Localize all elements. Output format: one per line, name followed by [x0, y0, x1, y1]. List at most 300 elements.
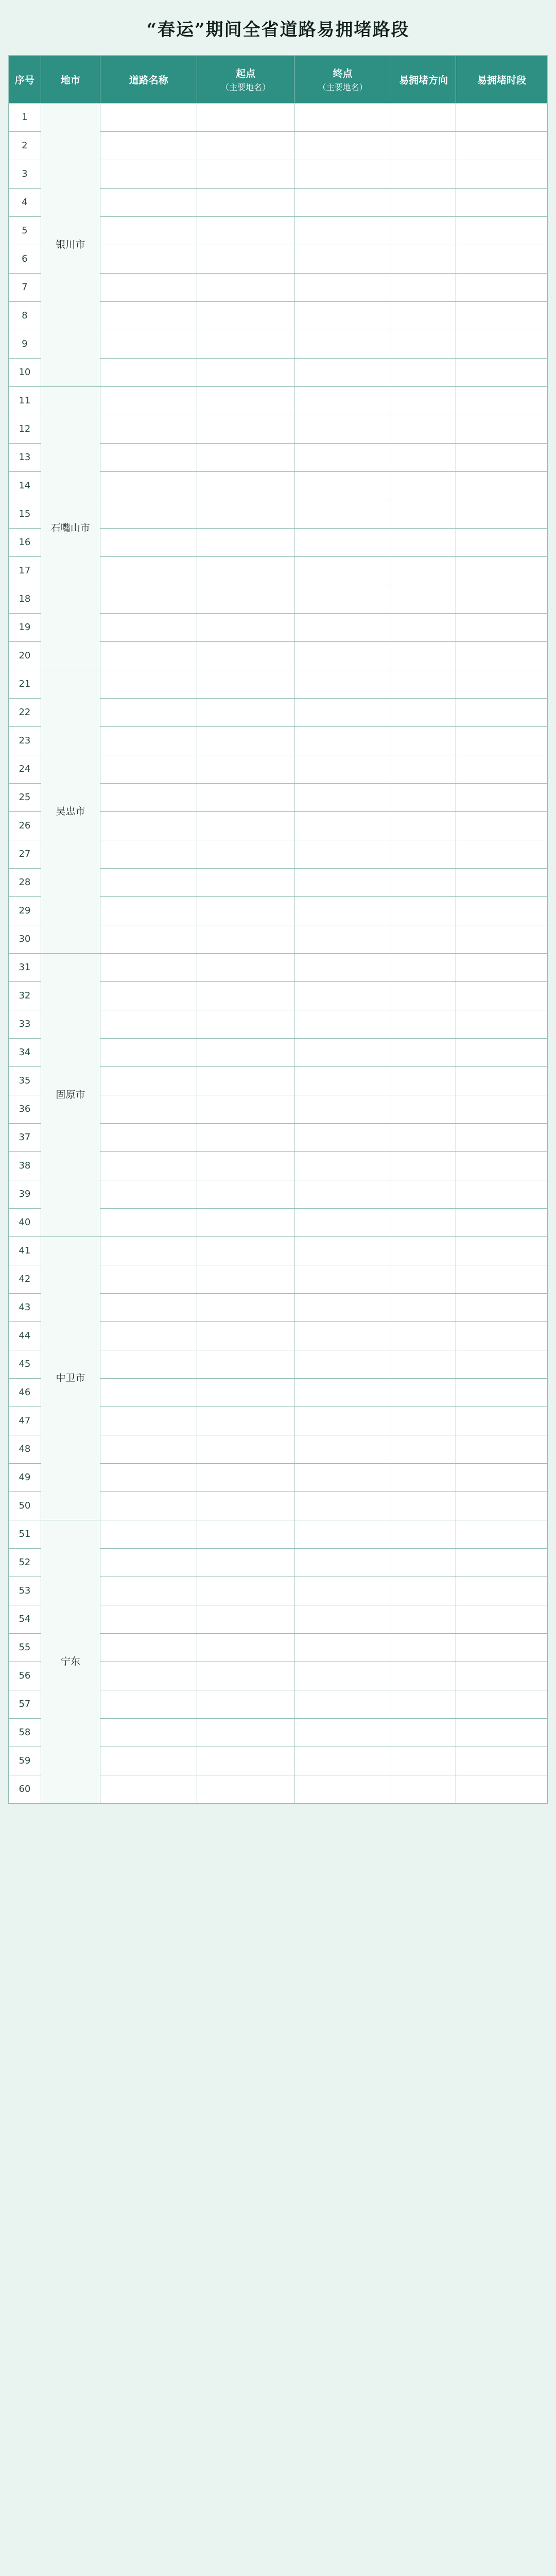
cell-road — [100, 1719, 197, 1747]
cell-road — [100, 1634, 197, 1662]
cell-road — [100, 585, 197, 614]
cell-road — [100, 1124, 197, 1152]
cell-period — [456, 1492, 547, 1520]
cell-index: 12 — [9, 415, 41, 444]
cell-index: 35 — [9, 1067, 41, 1095]
cell-direction — [391, 160, 456, 189]
cell-start — [197, 415, 294, 444]
cell-index: 13 — [9, 444, 41, 472]
cell-index: 42 — [9, 1265, 41, 1294]
cell-road — [100, 670, 197, 699]
cell-road — [100, 529, 197, 557]
cell-end — [294, 330, 391, 359]
cell-direction — [391, 245, 456, 274]
cell-index: 28 — [9, 869, 41, 897]
cell-road — [100, 557, 197, 585]
cell-index: 17 — [9, 557, 41, 585]
cell-period — [456, 840, 547, 869]
cell-road — [100, 1549, 197, 1577]
cell-road — [100, 500, 197, 529]
cell-index: 3 — [9, 160, 41, 189]
cell-start — [197, 302, 294, 330]
cell-index: 50 — [9, 1492, 41, 1520]
cell-start — [197, 1010, 294, 1039]
cell-index: 53 — [9, 1577, 41, 1605]
cell-period — [456, 1265, 547, 1294]
cell-start — [197, 670, 294, 699]
cell-road — [100, 1039, 197, 1067]
cell-end — [294, 727, 391, 755]
cell-road — [100, 1520, 197, 1549]
cell-direction — [391, 387, 456, 415]
cell-start — [197, 1492, 294, 1520]
cell-index: 37 — [9, 1124, 41, 1152]
table-body — [9, 104, 548, 1804]
header-direction: 易拥堵方向 — [391, 56, 456, 104]
cell-end — [294, 104, 391, 132]
table-row — [9, 387, 548, 415]
cell-end — [294, 1237, 391, 1265]
cell-direction — [391, 812, 456, 840]
header-end — [294, 56, 391, 104]
cell-direction — [391, 1379, 456, 1407]
cell-start — [197, 642, 294, 670]
cell-index: 20 — [9, 642, 41, 670]
cell-road — [100, 132, 197, 160]
cell-end — [294, 1747, 391, 1775]
cell-period — [456, 727, 547, 755]
header-start-sub: （主要地名） — [221, 82, 271, 92]
cell-index: 36 — [9, 1095, 41, 1124]
cell-start — [197, 1152, 294, 1180]
cell-road — [100, 1265, 197, 1294]
cell-index: 39 — [9, 1180, 41, 1209]
cell-end — [294, 1067, 391, 1095]
cell-period — [456, 982, 547, 1010]
cell-index: 16 — [9, 529, 41, 557]
cell-start — [197, 1350, 294, 1379]
cell-index: 10 — [9, 359, 41, 387]
cell-road — [100, 415, 197, 444]
cell-road — [100, 840, 197, 869]
cell-road — [100, 869, 197, 897]
cell-index: 48 — [9, 1435, 41, 1464]
cell-direction — [391, 1294, 456, 1322]
cell-road — [100, 444, 197, 472]
cell-period — [456, 529, 547, 557]
cell-direction — [391, 302, 456, 330]
cell-start — [197, 1719, 294, 1747]
table-row — [9, 104, 548, 132]
cell-road — [100, 614, 197, 642]
cell-direction — [391, 274, 456, 302]
cell-direction — [391, 840, 456, 869]
cell-end — [294, 1152, 391, 1180]
cell-start — [197, 1180, 294, 1209]
cell-road — [100, 387, 197, 415]
cell-direction — [391, 1407, 456, 1435]
cell-index: 25 — [9, 784, 41, 812]
cell-road — [100, 302, 197, 330]
cell-end — [294, 869, 391, 897]
cell-index: 47 — [9, 1407, 41, 1435]
cell-road — [100, 812, 197, 840]
cell-index: 60 — [9, 1775, 41, 1804]
cell-end — [294, 1407, 391, 1435]
cell-period — [456, 217, 547, 245]
cell-period — [456, 1379, 547, 1407]
table-row — [9, 954, 548, 982]
cell-index: 40 — [9, 1209, 41, 1237]
cell-end — [294, 472, 391, 500]
cell-index: 1 — [9, 104, 41, 132]
cell-end — [294, 670, 391, 699]
cell-end — [294, 444, 391, 472]
cell-start — [197, 897, 294, 925]
cell-city: 银川市 — [41, 104, 100, 387]
cell-end — [294, 642, 391, 670]
cell-start — [197, 925, 294, 954]
cell-end — [294, 614, 391, 642]
cell-end — [294, 1634, 391, 1662]
cell-index: 2 — [9, 132, 41, 160]
cell-end — [294, 1095, 391, 1124]
cell-period — [456, 1549, 547, 1577]
cell-start — [197, 160, 294, 189]
cell-direction — [391, 217, 456, 245]
cell-index: 31 — [9, 954, 41, 982]
cell-end — [294, 359, 391, 387]
cell-road — [100, 189, 197, 217]
cell-road — [100, 330, 197, 359]
cell-end — [294, 160, 391, 189]
cell-index: 58 — [9, 1719, 41, 1747]
cell-direction — [391, 330, 456, 359]
cell-direction — [391, 784, 456, 812]
cell-road — [100, 472, 197, 500]
cell-period — [456, 1775, 547, 1804]
cell-index: 38 — [9, 1152, 41, 1180]
cell-period — [456, 1719, 547, 1747]
cell-end — [294, 415, 391, 444]
cell-end — [294, 982, 391, 1010]
cell-end — [294, 1690, 391, 1719]
cell-period — [456, 614, 547, 642]
cell-period — [456, 755, 547, 784]
cell-end — [294, 387, 391, 415]
cell-index: 23 — [9, 727, 41, 755]
cell-city: 中卫市 — [41, 1237, 100, 1520]
cell-start — [197, 1775, 294, 1804]
cell-city: 固原市 — [41, 954, 100, 1237]
cell-period — [456, 415, 547, 444]
cell-direction — [391, 1719, 456, 1747]
cell-index: 15 — [9, 500, 41, 529]
cell-start — [197, 1124, 294, 1152]
cell-index: 6 — [9, 245, 41, 274]
cell-direction — [391, 1577, 456, 1605]
cell-direction — [391, 132, 456, 160]
cell-start — [197, 1662, 294, 1690]
cell-road — [100, 755, 197, 784]
cell-start — [197, 1067, 294, 1095]
header-start-label: 起点 — [236, 68, 256, 79]
cell-period — [456, 359, 547, 387]
cell-period — [456, 784, 547, 812]
cell-index: 18 — [9, 585, 41, 614]
cell-direction — [391, 1775, 456, 1804]
cell-start — [197, 1577, 294, 1605]
cell-road — [100, 1662, 197, 1690]
cell-end — [294, 1379, 391, 1407]
cell-direction — [391, 699, 456, 727]
cell-start — [197, 189, 294, 217]
cell-start — [197, 699, 294, 727]
cell-road — [100, 1775, 197, 1804]
cell-start — [197, 982, 294, 1010]
cell-index: 59 — [9, 1747, 41, 1775]
cell-index: 54 — [9, 1605, 41, 1634]
cell-end — [294, 897, 391, 925]
cell-direction — [391, 1322, 456, 1350]
cell-end — [294, 954, 391, 982]
cell-index: 27 — [9, 840, 41, 869]
cell-direction — [391, 670, 456, 699]
cell-start — [197, 557, 294, 585]
cell-start — [197, 444, 294, 472]
cell-start — [197, 274, 294, 302]
cell-direction — [391, 1265, 456, 1294]
cell-direction — [391, 1237, 456, 1265]
cell-start — [197, 1237, 294, 1265]
cell-start — [197, 869, 294, 897]
cell-period — [456, 1435, 547, 1464]
header-city: 地市 — [41, 56, 100, 104]
cell-period — [456, 1039, 547, 1067]
cell-direction — [391, 1747, 456, 1775]
cell-end — [294, 699, 391, 727]
cell-city: 吴忠市 — [41, 670, 100, 954]
cell-end — [294, 302, 391, 330]
cell-direction — [391, 472, 456, 500]
cell-direction — [391, 1010, 456, 1039]
cell-start — [197, 614, 294, 642]
cell-start — [197, 104, 294, 132]
cell-index: 45 — [9, 1350, 41, 1379]
cell-period — [456, 642, 547, 670]
cell-period — [456, 670, 547, 699]
cell-direction — [391, 1152, 456, 1180]
cell-direction — [391, 415, 456, 444]
cell-end — [294, 1010, 391, 1039]
cell-start — [197, 1209, 294, 1237]
cell-index: 33 — [9, 1010, 41, 1039]
cell-period — [456, 1322, 547, 1350]
page-title: “春运”期间全省道路易拥堵路段 — [146, 20, 410, 40]
cell-start — [197, 217, 294, 245]
cell-period — [456, 1095, 547, 1124]
cell-start — [197, 784, 294, 812]
cell-end — [294, 1294, 391, 1322]
cell-end — [294, 784, 391, 812]
cell-direction — [391, 727, 456, 755]
cell-end — [294, 812, 391, 840]
cell-start — [197, 245, 294, 274]
cell-road — [100, 982, 197, 1010]
cell-end — [294, 1605, 391, 1634]
cell-start — [197, 1322, 294, 1350]
cell-period — [456, 387, 547, 415]
cell-end — [294, 1350, 391, 1379]
cell-road — [100, 1379, 197, 1407]
cell-direction — [391, 1464, 456, 1492]
header-road: 道路名称 — [100, 56, 197, 104]
cell-period — [456, 1152, 547, 1180]
table-row — [9, 1237, 548, 1265]
cell-end — [294, 500, 391, 529]
cell-direction — [391, 755, 456, 784]
cell-start — [197, 1549, 294, 1577]
cell-end — [294, 755, 391, 784]
cell-period — [456, 1747, 547, 1775]
cell-period — [456, 1067, 547, 1095]
cell-period — [456, 500, 547, 529]
cell-period — [456, 585, 547, 614]
cell-start — [197, 1095, 294, 1124]
cell-period — [456, 1464, 547, 1492]
cell-road — [100, 274, 197, 302]
cell-road — [100, 160, 197, 189]
header-end-sub: （主要地名） — [318, 82, 368, 92]
cell-direction — [391, 1180, 456, 1209]
cell-direction — [391, 1067, 456, 1095]
cell-road — [100, 1577, 197, 1605]
cell-start — [197, 812, 294, 840]
cell-road — [100, 1492, 197, 1520]
cell-index: 43 — [9, 1294, 41, 1322]
cell-end — [294, 1124, 391, 1152]
cell-road — [100, 1435, 197, 1464]
cell-index: 19 — [9, 614, 41, 642]
cell-index: 41 — [9, 1237, 41, 1265]
cell-index: 22 — [9, 699, 41, 727]
cell-index: 24 — [9, 755, 41, 784]
cell-index: 8 — [9, 302, 41, 330]
cell-direction — [391, 1124, 456, 1152]
cell-end — [294, 217, 391, 245]
cell-direction — [391, 585, 456, 614]
cell-index: 11 — [9, 387, 41, 415]
cell-road — [100, 1237, 197, 1265]
cell-end — [294, 585, 391, 614]
cell-period — [456, 557, 547, 585]
cell-end — [294, 557, 391, 585]
cell-start — [197, 585, 294, 614]
cell-end — [294, 274, 391, 302]
cell-direction — [391, 1634, 456, 1662]
cell-start — [197, 359, 294, 387]
cell-start — [197, 755, 294, 784]
cell-start — [197, 1634, 294, 1662]
cell-direction — [391, 642, 456, 670]
congestion-table — [8, 55, 548, 1804]
cell-start — [197, 1464, 294, 1492]
cell-direction — [391, 1690, 456, 1719]
cell-start — [197, 1294, 294, 1322]
cell-direction — [391, 1549, 456, 1577]
cell-end — [294, 1549, 391, 1577]
cell-direction — [391, 1662, 456, 1690]
cell-road — [100, 897, 197, 925]
cell-end — [294, 529, 391, 557]
cell-road — [100, 727, 197, 755]
cell-index: 52 — [9, 1549, 41, 1577]
cell-direction — [391, 1435, 456, 1464]
cell-road — [100, 1010, 197, 1039]
cell-period — [456, 1520, 547, 1549]
cell-end — [294, 1180, 391, 1209]
cell-index: 29 — [9, 897, 41, 925]
cell-period — [456, 1124, 547, 1152]
cell-period — [456, 1237, 547, 1265]
cell-period — [456, 132, 547, 160]
cell-period — [456, 245, 547, 274]
cell-start — [197, 840, 294, 869]
table-row — [9, 1520, 548, 1549]
cell-index: 7 — [9, 274, 41, 302]
cell-start — [197, 954, 294, 982]
cell-end — [294, 1719, 391, 1747]
cell-index: 26 — [9, 812, 41, 840]
cell-start — [197, 472, 294, 500]
cell-road — [100, 1690, 197, 1719]
cell-period — [456, 1407, 547, 1435]
cell-direction — [391, 982, 456, 1010]
cell-start — [197, 1265, 294, 1294]
cell-index: 32 — [9, 982, 41, 1010]
header-index: 序号 — [9, 56, 41, 104]
cell-period — [456, 472, 547, 500]
cell-end — [294, 1492, 391, 1520]
cell-road — [100, 1067, 197, 1095]
header-period: 易拥堵时段 — [456, 56, 547, 104]
cell-period — [456, 1209, 547, 1237]
cell-index: 46 — [9, 1379, 41, 1407]
cell-road — [100, 642, 197, 670]
cell-start — [197, 1435, 294, 1464]
cell-direction — [391, 1492, 456, 1520]
cell-road — [100, 1095, 197, 1124]
cell-city: 石嘴山市 — [41, 387, 100, 670]
cell-direction — [391, 104, 456, 132]
cell-period — [456, 1180, 547, 1209]
cell-direction — [391, 529, 456, 557]
cell-period — [456, 699, 547, 727]
cell-period — [456, 954, 547, 982]
cell-direction — [391, 1520, 456, 1549]
cell-direction — [391, 1350, 456, 1379]
cell-period — [456, 1662, 547, 1690]
cell-end — [294, 1209, 391, 1237]
cell-direction — [391, 500, 456, 529]
cell-direction — [391, 557, 456, 585]
cell-period — [456, 444, 547, 472]
cell-start — [197, 387, 294, 415]
cell-end — [294, 1265, 391, 1294]
cell-index: 56 — [9, 1662, 41, 1690]
cell-period — [456, 274, 547, 302]
cell-index: 55 — [9, 1634, 41, 1662]
